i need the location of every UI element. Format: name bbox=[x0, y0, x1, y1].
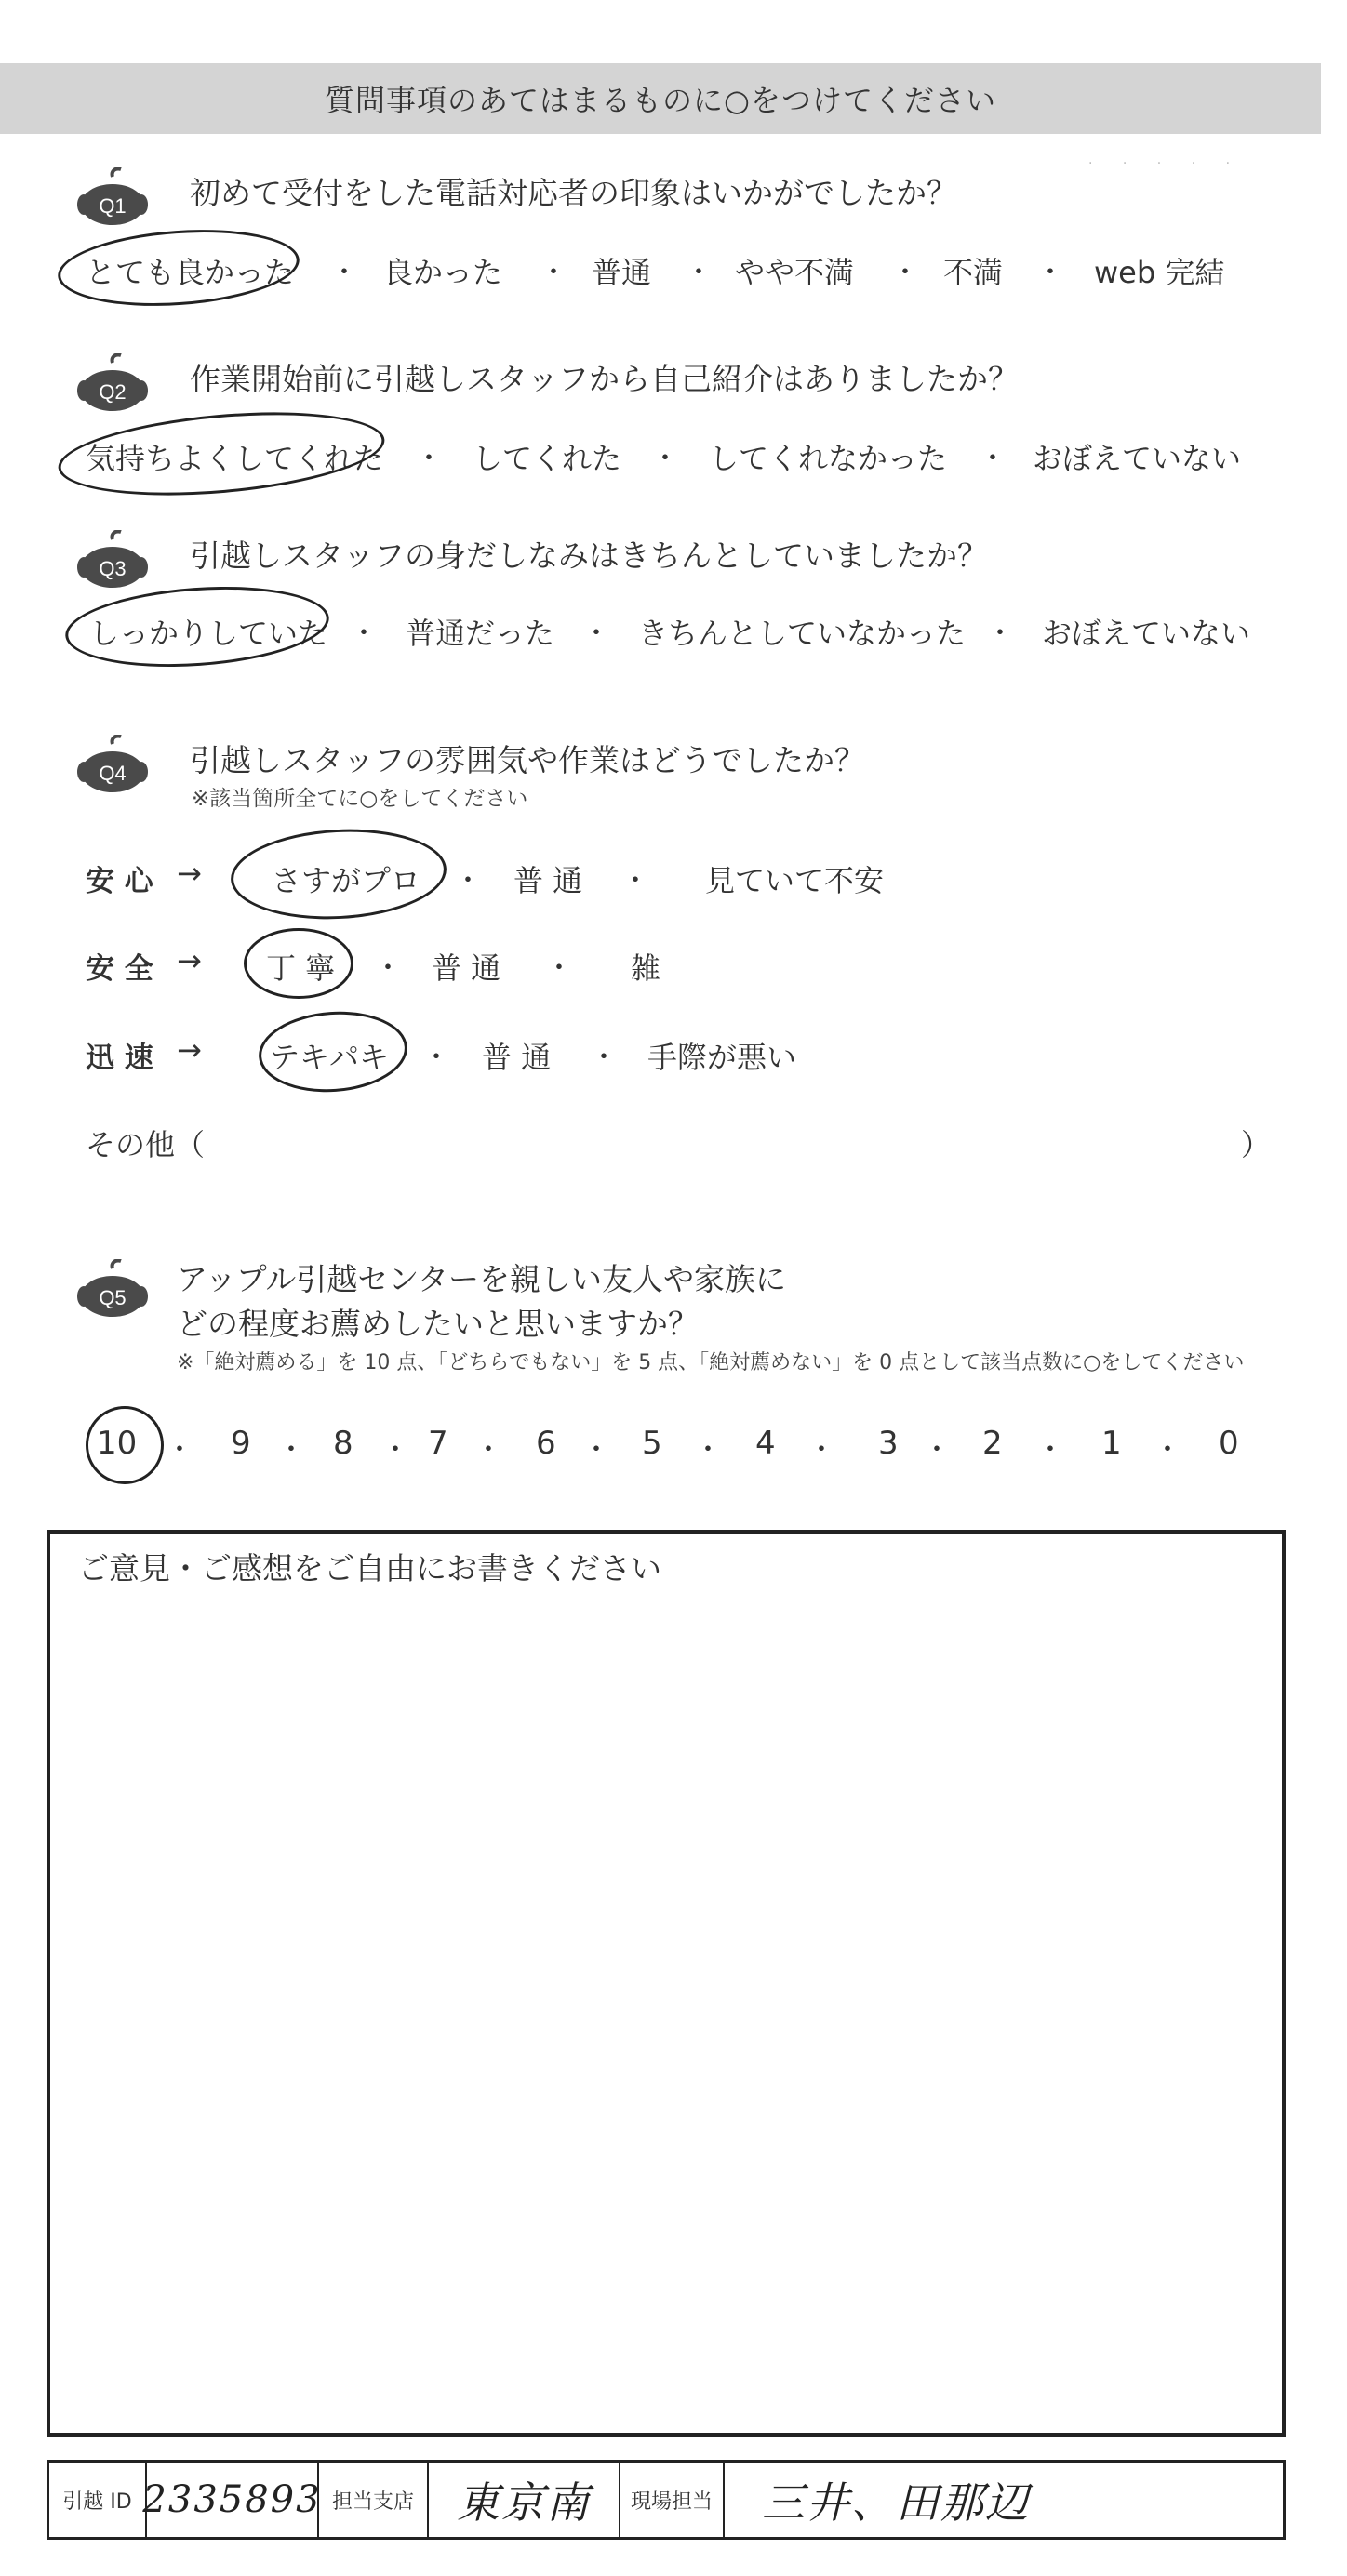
q3-option-1[interactable]: しっかりしていた bbox=[89, 616, 328, 651]
q1-option-6[interactable]: web 完結 bbox=[1094, 255, 1225, 290]
score-2[interactable]: 2 bbox=[982, 1425, 1003, 1462]
separator-dot: ・ bbox=[923, 1434, 951, 1467]
q1-title: 初めて受付をした電話対応者の印象はいかがでしたか？ bbox=[190, 175, 957, 211]
comment-box-title: ご意見・ご感想をご自由にお書きください bbox=[78, 1550, 661, 1587]
score-3[interactable]: 3 bbox=[878, 1425, 899, 1462]
q4-row2-selected-circle bbox=[244, 928, 353, 999]
apple-icon bbox=[74, 530, 151, 590]
q1-option-5[interactable]: 不満 bbox=[943, 255, 1004, 290]
apple-icon bbox=[74, 1259, 151, 1319]
separator-dot: ・ bbox=[545, 952, 573, 985]
q5-badge-label: Q5 bbox=[99, 1286, 127, 1309]
q4-other-input[interactable] bbox=[220, 1116, 1234, 1161]
q2-option-1[interactable]: 気持ちよくしてくれた bbox=[86, 441, 384, 476]
separator-dot: ・ bbox=[422, 1042, 450, 1074]
q4-row1-option-1[interactable]: さすがプロ bbox=[272, 863, 421, 898]
score-10[interactable]: 10 bbox=[97, 1425, 138, 1462]
q2-option-2[interactable]: してくれた bbox=[473, 441, 622, 476]
separator-dot: ・ bbox=[651, 443, 679, 475]
q4-row3-option-3[interactable]: 手際が悪い bbox=[647, 1040, 797, 1075]
score-7[interactable]: 7 bbox=[428, 1425, 448, 1462]
q1-option-3[interactable]: 普通 bbox=[592, 255, 652, 290]
q2-selected-circle bbox=[55, 401, 388, 507]
move-id-value: 2335893 bbox=[142, 2478, 322, 2521]
q2-title: 作業開始前に引越しスタッフから自己紹介はありましたか？ bbox=[190, 361, 1019, 397]
q4-row3-option-1[interactable]: テキパキ bbox=[270, 1040, 390, 1075]
separator-dot: ・ bbox=[986, 617, 1014, 650]
q3-option-3[interactable]: きちんとしていなかった bbox=[638, 616, 967, 651]
q3-title: 引越しスタッフの身だしなみはきちんとしていましたか？ bbox=[190, 538, 988, 574]
separator-dot: ・ bbox=[540, 257, 567, 289]
branch-label: 担当支店 bbox=[331, 2490, 414, 2514]
footer-table bbox=[47, 2460, 1286, 2540]
q1-selected-circle bbox=[56, 222, 302, 313]
q2-option-3[interactable]: してくれなかった bbox=[709, 441, 948, 476]
separator-dot: ・ bbox=[1154, 1434, 1181, 1467]
q4-row1-option-2[interactable]: 普 通 bbox=[513, 863, 583, 898]
q5-note: ※「絶対薦める」を 10 点、「どちらでもない」を 5 点、「絶対薦めない」を 0 点として該当点数に○をしてください bbox=[177, 1351, 1245, 1374]
footer-branch-label-cell bbox=[319, 2463, 429, 2537]
q3-option-2[interactable]: 普通だった bbox=[406, 616, 555, 651]
separator-dot: ・ bbox=[590, 1042, 618, 1074]
q3-option-4[interactable]: おぼえていない bbox=[1042, 616, 1251, 651]
separator-dot: ・ bbox=[979, 443, 1007, 475]
apple-icon bbox=[74, 735, 151, 794]
q4-title: 引越しスタッフの雰囲気や作業はどうでしたか？ bbox=[190, 742, 865, 778]
q4-other-label: その他（ bbox=[86, 1127, 206, 1162]
separator-dot: ・ bbox=[330, 257, 358, 289]
score-5[interactable]: 5 bbox=[642, 1425, 662, 1462]
arrow-right-icon: → bbox=[177, 856, 202, 891]
q4-row-label-anzen: 安 全 bbox=[86, 952, 153, 986]
header-band bbox=[0, 63, 1321, 134]
q5-title-line-1: アップル引越センターを親しい友人や家族に bbox=[177, 1261, 787, 1297]
q4-note: ※該当箇所全てに○をしてください bbox=[192, 787, 528, 811]
footer-id-value-cell[interactable] bbox=[142, 2463, 322, 2537]
separator-dot: ・ bbox=[374, 952, 402, 985]
q4-row-label-anshin: 安 心 bbox=[86, 865, 153, 898]
separator-dot: ・ bbox=[621, 865, 649, 897]
q4-other-close: ） bbox=[1241, 1127, 1272, 1162]
q1-option-2[interactable]: 良かった bbox=[383, 255, 503, 290]
separator-dot: ・ bbox=[1036, 257, 1064, 289]
score-9[interactable]: 9 bbox=[231, 1425, 251, 1462]
q1-option-4[interactable]: やや不満 bbox=[735, 255, 855, 290]
q2-badge-label: Q2 bbox=[99, 380, 127, 404]
q4-row-label-jinsoku: 迅 速 bbox=[86, 1042, 153, 1075]
q4-row2-option-1[interactable]: 丁 寧 bbox=[266, 950, 336, 986]
score-0[interactable]: 0 bbox=[1219, 1425, 1239, 1462]
q4-row1-selected-circle bbox=[229, 824, 449, 924]
branch-value: 東京南 bbox=[457, 2477, 591, 2528]
apple-icon bbox=[74, 353, 151, 413]
separator-dot: ・ bbox=[807, 1434, 835, 1467]
separator-dot: ・ bbox=[582, 617, 610, 650]
q4-row2-option-2[interactable]: 普 通 bbox=[432, 950, 501, 986]
page-title: 質問事項のあてはまるものに○をつけてください bbox=[325, 83, 996, 118]
q4-row2-option-3[interactable]: 雑 bbox=[631, 950, 661, 986]
footer-id-label-cell bbox=[49, 2463, 147, 2537]
separator-dot: ・ bbox=[474, 1434, 502, 1467]
score-6[interactable]: 6 bbox=[536, 1425, 556, 1462]
q5-title-line-2: どの程度お薦めしたいと思いますか？ bbox=[177, 1306, 699, 1342]
score-4[interactable]: 4 bbox=[755, 1425, 776, 1462]
footer-branch-value-cell[interactable] bbox=[429, 2463, 620, 2537]
comment-box[interactable] bbox=[47, 1530, 1286, 2437]
q3-badge-label: Q3 bbox=[99, 557, 127, 580]
separator-dot: ・ bbox=[694, 1434, 722, 1467]
separator-dot: ・ bbox=[415, 443, 443, 475]
staff-label: 現場担当 bbox=[630, 2490, 713, 2514]
separator-dot: ・ bbox=[381, 1434, 409, 1467]
q4-row1-option-3[interactable]: 見ていて不安 bbox=[705, 863, 885, 898]
move-id-label: 引越 ID bbox=[62, 2490, 132, 2514]
separator-dot: ・ bbox=[582, 1434, 610, 1467]
arrow-right-icon: → bbox=[177, 1032, 202, 1068]
arrow-right-icon: → bbox=[177, 943, 202, 978]
score-1[interactable]: 1 bbox=[1101, 1425, 1122, 1462]
footer-staff-value-cell[interactable] bbox=[725, 2463, 1283, 2537]
score-8[interactable]: 8 bbox=[333, 1425, 353, 1462]
q4-badge-label: Q4 bbox=[99, 762, 127, 785]
separator-dot: ・ bbox=[166, 1434, 193, 1467]
apple-icon bbox=[74, 167, 151, 227]
q4-row3-option-2[interactable]: 普 通 bbox=[482, 1040, 552, 1075]
separator-dot: ・ bbox=[685, 257, 713, 289]
q2-option-4[interactable]: おぼえていない bbox=[1033, 441, 1242, 476]
separator-dot: ・ bbox=[891, 257, 919, 289]
separator-dot: ・ bbox=[277, 1434, 305, 1467]
stray-marks: · · · · · bbox=[1088, 156, 1244, 171]
separator-dot: ・ bbox=[1036, 1434, 1064, 1467]
separator-dot: ・ bbox=[454, 865, 482, 897]
comment-text[interactable] bbox=[78, 1599, 1250, 2417]
separator-dot: ・ bbox=[350, 617, 378, 650]
q4-row3-selected-circle bbox=[256, 1007, 410, 1097]
q3-selected-circle bbox=[62, 578, 331, 675]
staff-value: 三井、田那辺 bbox=[762, 2477, 1030, 2528]
q1-badge-label: Q1 bbox=[99, 194, 127, 218]
q1-option-1[interactable]: とても良かった bbox=[86, 255, 295, 290]
footer-staff-label-cell bbox=[620, 2463, 725, 2537]
